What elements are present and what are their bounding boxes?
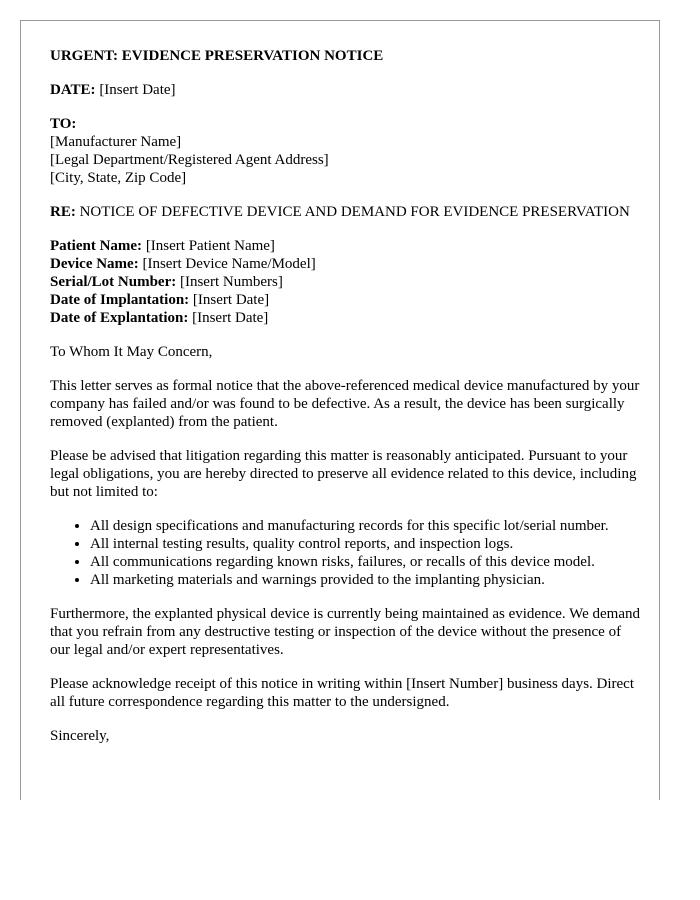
date-label: DATE: bbox=[50, 82, 96, 98]
recipient-line: [Legal Department/Registered Agent Address] bbox=[50, 152, 329, 168]
letter-body bbox=[50, 47, 640, 761]
recipient-line: [City, State, Zip Code] bbox=[50, 170, 187, 186]
to-label: TO: bbox=[50, 116, 77, 132]
paragraph-acknowledge: Please acknowledge receipt of this notice in writing within [Insert Number] business days. Direct all future correspondence regarding this matter to the undersigned. bbox=[50, 676, 635, 710]
detail-value: [Insert Patient Name] bbox=[142, 238, 275, 254]
subject-line bbox=[50, 203, 640, 221]
details-block bbox=[50, 237, 640, 327]
date-line bbox=[50, 81, 640, 99]
detail-row bbox=[50, 237, 640, 255]
recipient-line: [Manufacturer Name] bbox=[50, 134, 182, 150]
detail-value: [Insert Numbers] bbox=[176, 274, 283, 290]
detail-label: Date of Explantation: bbox=[50, 310, 189, 326]
list-item: • All internal testing results, quality control reports, and inspection logs. bbox=[90, 535, 640, 553]
detail-label: Patient Name: bbox=[50, 238, 143, 254]
detail-row bbox=[50, 273, 640, 291]
paragraph-device-custody: Furthermore, the explanted physical device is currently being maintained as evidence. We demand that you refrain from any destructive testing or inspection of the device without the presence of our legal and/or expert representatives. bbox=[50, 606, 640, 658]
notice-title: URGENT: EVIDENCE PRESERVATION NOTICE bbox=[50, 48, 384, 64]
paragraph-notice: This letter serves as formal notice that the above-referenced medical device manufactured by your company has failed and/or was found to be defective. As a result, the device has been surgically removed (explanted) from the patient. bbox=[50, 378, 640, 430]
detail-row bbox=[50, 291, 640, 309]
list-item: • All marketing materials and warnings provided to the implanting physician. bbox=[90, 571, 640, 589]
date-value: [Insert Date] bbox=[95, 82, 176, 98]
re-value: NOTICE OF DEFECTIVE DEVICE AND DEMAND FOR EVIDENCE PRESERVATION bbox=[75, 204, 630, 220]
detail-label: Device Name: bbox=[50, 256, 139, 272]
evidence-list bbox=[50, 517, 640, 589]
detail-row bbox=[50, 309, 640, 327]
detail-value: [Insert Date] bbox=[189, 292, 270, 308]
list-item: • All communications regarding known risks, failures, or recalls of this device model. bbox=[90, 553, 640, 571]
document-page bbox=[20, 20, 660, 800]
detail-label: Serial/Lot Number: bbox=[50, 274, 177, 290]
detail-value: [Insert Date] bbox=[188, 310, 269, 326]
detail-row bbox=[50, 255, 640, 273]
closing: Sincerely, bbox=[50, 728, 110, 744]
paragraph-litigation: Please be advised that litigation regarding this matter is reasonably anticipated. Pursuant to your legal obligations, you are hereby directed to preserve all evidence related to this device, including but not limited to: bbox=[50, 448, 637, 500]
re-label: RE: bbox=[50, 204, 76, 220]
recipient-block bbox=[50, 115, 640, 187]
list-item: • All design specifications and manufacturing records for this specific lot/serial number. bbox=[90, 517, 640, 535]
detail-value: [Insert Device Name/Model] bbox=[138, 256, 316, 272]
salutation: To Whom It May Concern, bbox=[50, 344, 213, 360]
detail-label: Date of Implantation: bbox=[50, 292, 190, 308]
